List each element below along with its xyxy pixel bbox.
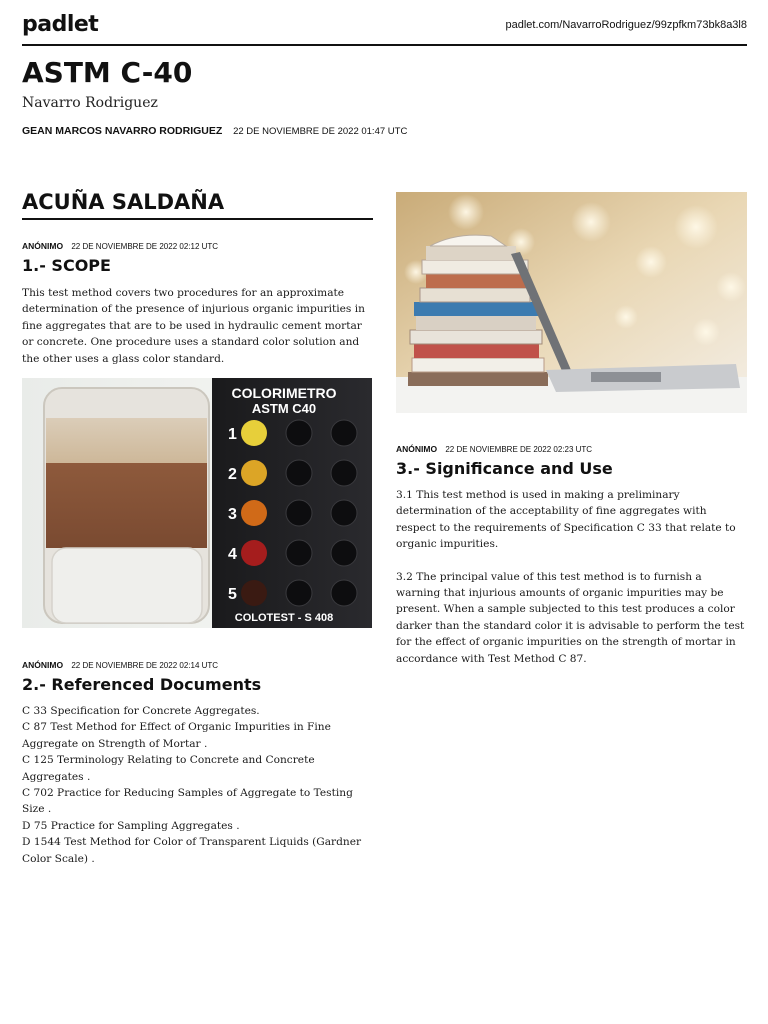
color-swatch	[241, 460, 267, 486]
empty-well	[331, 420, 357, 446]
color-swatch	[241, 580, 267, 606]
colorimeter-footer: COLOTEST - S 408	[234, 612, 334, 624]
swatch-number: 1	[228, 426, 237, 443]
post-author: ANÓNIMO	[22, 660, 64, 670]
post-paragraph: 3.1 This test method is used in making a preliminary determination of the acceptability of fine aggregates with respect to the requirements of Specification C 33 that relate to organic impurities.	[396, 489, 736, 551]
reference-line: C 702 Practice for Reducing Samples of Aggregate to Testing Size .	[22, 787, 353, 816]
board-byline	[22, 125, 407, 137]
board-subtitle: Navarro Rodriguez	[22, 95, 158, 111]
post-paragraph: 3.2 The principal value of this test method is to furnish a warning that injurious amounts of organic impurities may be present. When a sample subjected to this test produces a color darker than the standard color it is advisable to perform the test for the effect of organic impurities on the strength of mortar in accordance with Test Method C 87.	[396, 570, 745, 665]
post-author: ANÓNIMO	[396, 444, 438, 454]
colorimeter-subheading: ASTM C40	[251, 401, 317, 416]
post-body	[22, 703, 374, 867]
post-meta	[396, 444, 592, 454]
post-body-text: This test method covers two procedures for an approximate determination of the presence of injurious organic impurities in fine aggregates that are to be used in hydraulic cement mortar or concrete. One procedure uses a standard color solution and the other uses a glass color standard.	[22, 287, 365, 365]
colorimeter-photo[interactable]	[22, 378, 372, 628]
board-timestamp: 22 DE NOVIEMBRE DE 2022 01:47 UTC	[233, 126, 408, 137]
empty-well	[286, 420, 312, 446]
books-laptop-illustration	[396, 192, 747, 413]
swatch-number: 5	[228, 586, 237, 603]
board-author: GEAN MARCOS NAVARRO RODRIGUEZ	[22, 125, 223, 137]
empty-well	[286, 580, 312, 606]
board-title: ASTM C-40	[22, 56, 193, 89]
empty-well	[286, 500, 312, 526]
post-meta	[22, 660, 218, 670]
padlet-logo[interactable]: padlet	[22, 12, 99, 37]
post-meta	[22, 241, 218, 251]
post-timestamp: 22 DE NOVIEMBRE DE 2022 02:12 UTC	[71, 242, 219, 251]
color-swatch	[241, 500, 267, 526]
books-laptop-photo[interactable]	[396, 192, 747, 413]
reference-line: D 1544 Test Method for Color of Transparent Liquids (Gardner Color Scale) .	[22, 836, 362, 865]
colorimeter-heading: COLORIMETRO	[231, 385, 337, 401]
swatch-number: 3	[228, 506, 237, 523]
empty-well	[286, 460, 312, 486]
empty-well	[331, 500, 357, 526]
color-swatch	[241, 420, 267, 446]
board-url[interactable]: padlet.com/NavarroRodriguez/99zpfkm73bk8a3l8	[505, 19, 747, 31]
colorimeter-illustration	[22, 378, 372, 628]
paragraph-spacer	[396, 553, 748, 569]
post-body	[22, 285, 374, 367]
reference-line: C 125 Terminology Relating to Concrete and Concrete Aggregates .	[22, 754, 315, 783]
post-body	[396, 487, 748, 667]
reference-line: C 87 Test Method for Effect of Organic Impurities in Fine Aggregate on Strength of Mortar .	[22, 721, 331, 750]
post-title: 2.- Referenced Documents	[22, 675, 262, 694]
section-header	[22, 190, 373, 220]
empty-well	[286, 540, 312, 566]
swatch-number: 4	[228, 546, 237, 563]
section-title: ACUÑA SALDAÑA	[22, 190, 225, 214]
empty-well	[331, 580, 357, 606]
post-timestamp: 22 DE NOVIEMBRE DE 2022 02:14 UTC	[71, 661, 219, 670]
reference-line: C 33 Specification for Concrete Aggregates.	[22, 705, 260, 717]
swatch-number: 2	[228, 466, 237, 483]
empty-well	[331, 460, 357, 486]
post-author: ANÓNIMO	[22, 241, 64, 251]
empty-well	[331, 540, 357, 566]
post-title: 3.- Significance and Use	[396, 459, 613, 478]
post-timestamp: 22 DE NOVIEMBRE DE 2022 02:23 UTC	[445, 445, 593, 454]
color-swatch	[241, 540, 267, 566]
reference-line: D 75 Practice for Sampling Aggregates .	[22, 819, 240, 832]
top-bar	[22, 12, 747, 46]
post-title: 1.- SCOPE	[22, 256, 111, 275]
